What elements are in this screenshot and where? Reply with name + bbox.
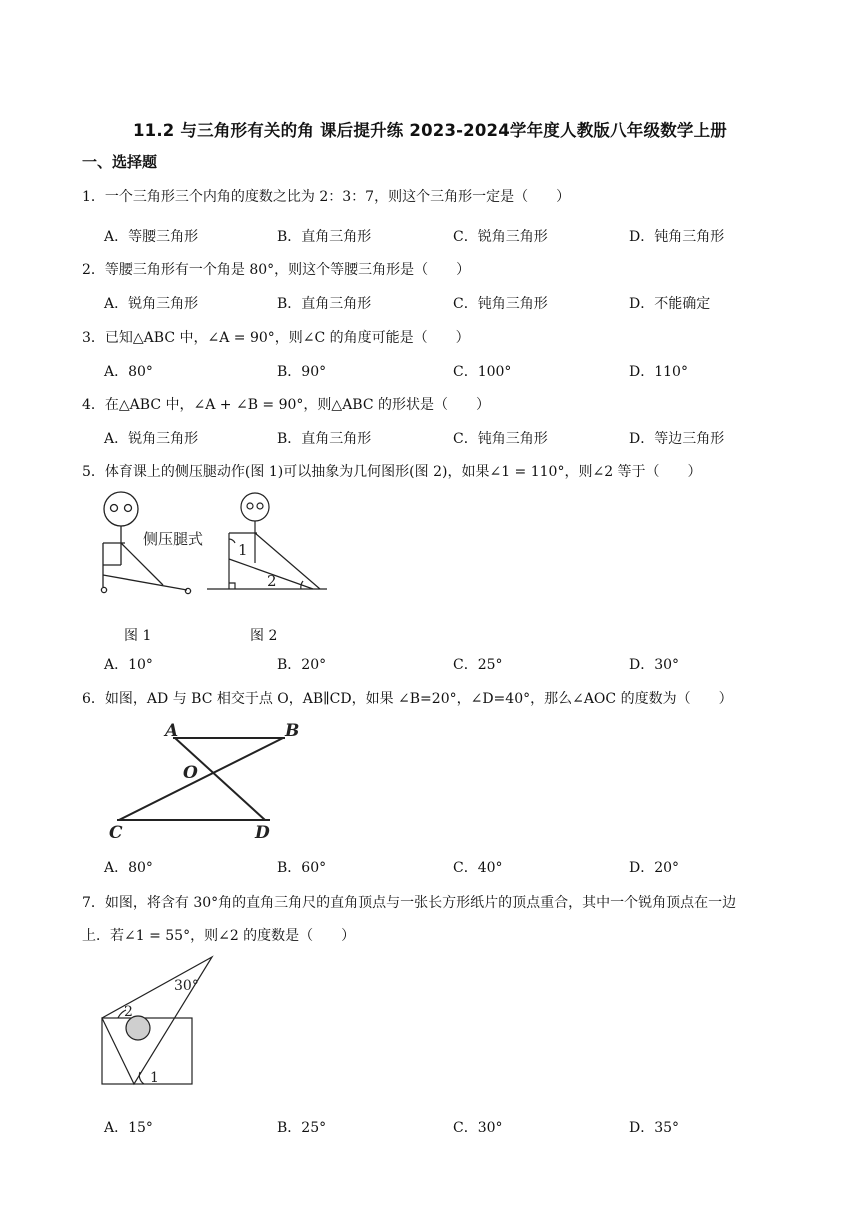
question-3-option-b[interactable]: B．90° <box>277 364 327 380</box>
question-7-stem-line-2: 上．若∠1 = 55°，则∠2 的度数是（ ） <box>82 928 356 944</box>
figure-2-caption: 图 2 <box>250 628 278 644</box>
question-4-option-c[interactable]: C．钝角三角形 <box>453 431 548 447</box>
question-4-option-b[interactable]: B．直角三角形 <box>277 431 372 447</box>
question-5-option-a[interactable]: A．10° <box>104 657 153 673</box>
question-7-option-c[interactable]: C．30° <box>453 1120 503 1136</box>
question-3-stem: 3．已知△ABC 中，∠A = 90°，则∠C 的角度可能是（ ） <box>82 330 470 346</box>
question-4-stem: 4．在△ABC 中，∠A + ∠B = 90°，则△ABC 的形状是（ ） <box>82 397 491 413</box>
question-5-stem: 5．体育课上的侧压腿动作(图 1)可以抽象为几何图形(图 2)，如果∠1 = 110°，则∠2 等于（ ） <box>82 464 702 480</box>
question-6-option-b[interactable]: B．60° <box>277 860 327 876</box>
question-3-option-d[interactable]: D．110° <box>629 364 688 380</box>
question-1-option-b[interactable]: B．直角三角形 <box>277 229 372 245</box>
angle-1-label: 1 <box>150 1070 159 1086</box>
question-1-option-d[interactable]: D．钝角三角形 <box>629 229 725 245</box>
figure-2-angle-1-label: 1 <box>238 541 248 559</box>
angle-2-label: 2 <box>124 1004 133 1020</box>
question-4-option-d[interactable]: D．等边三角形 <box>629 431 725 447</box>
question-7-option-b[interactable]: B．25° <box>277 1120 327 1136</box>
question-7-option-a[interactable]: A．15° <box>104 1120 153 1136</box>
point-d-label: D <box>255 823 270 843</box>
angle-30-label: 30° <box>174 978 199 994</box>
question-5-option-d[interactable]: D．30° <box>629 657 680 673</box>
question-1-option-c[interactable]: C．锐角三角形 <box>453 229 548 245</box>
question-3-option-a[interactable]: A．80° <box>104 364 153 380</box>
figure-1-label: 侧压腿式 <box>143 530 204 548</box>
point-a-label: A <box>165 721 179 741</box>
question-6-option-a[interactable]: A．80° <box>104 860 153 876</box>
figure-1-caption: 图 1 <box>124 628 152 644</box>
question-1-stem: 1．一个三角形三个内角的度数之比为 2：3：7，则这个三角形一定是（ ） <box>82 189 571 205</box>
question-6-option-c[interactable]: C．40° <box>453 860 503 876</box>
question-2-option-c[interactable]: C．钝角三角形 <box>453 296 548 312</box>
question-7-stem-line-1: 7．如图，将含有 30°角的直角三角尺的直角顶点与一张长方形纸片的顶点重合，其中一个锐角顶点在一边 <box>82 895 737 911</box>
question-5-option-b[interactable]: B．20° <box>277 657 327 673</box>
question-1-option-a[interactable]: A．等腰三角形 <box>104 229 199 245</box>
page-title: 11.2 与三角形有关的角 课后提升练 2023-2024学年度人教版八年级数学上册 <box>132 121 728 140</box>
figure-2-angle-2-label: 2 <box>267 572 277 590</box>
question-2-option-b[interactable]: B．直角三角形 <box>277 296 372 312</box>
question-6-figure <box>105 718 305 843</box>
question-6-stem: 6．如图，AD 与 BC 相交于点 O，AB∥CD，如果 ∠B=20°，∠D=40°，那么∠AOC 的度数为（ ） <box>82 691 733 707</box>
question-3-option-c[interactable]: C．100° <box>453 364 512 380</box>
question-7-option-d[interactable]: D．35° <box>629 1120 680 1136</box>
question-5-option-c[interactable]: C．25° <box>453 657 503 673</box>
question-6-option-d[interactable]: D．20° <box>629 860 680 876</box>
point-c-label: C <box>109 823 123 843</box>
question-5-figure <box>95 485 335 605</box>
section-heading: 一、选择题 <box>82 153 158 171</box>
question-2-option-d[interactable]: D．不能确定 <box>629 296 711 312</box>
question-7-figure <box>98 952 218 1092</box>
question-2-stem: 2．等腰三角形有一个角是 80°，则这个等腰三角形是（ ） <box>82 262 471 278</box>
question-4-option-a[interactable]: A．锐角三角形 <box>104 431 199 447</box>
point-o-label: O <box>183 763 198 783</box>
question-2-option-a[interactable]: A．锐角三角形 <box>104 296 199 312</box>
point-b-label: B <box>285 721 300 741</box>
